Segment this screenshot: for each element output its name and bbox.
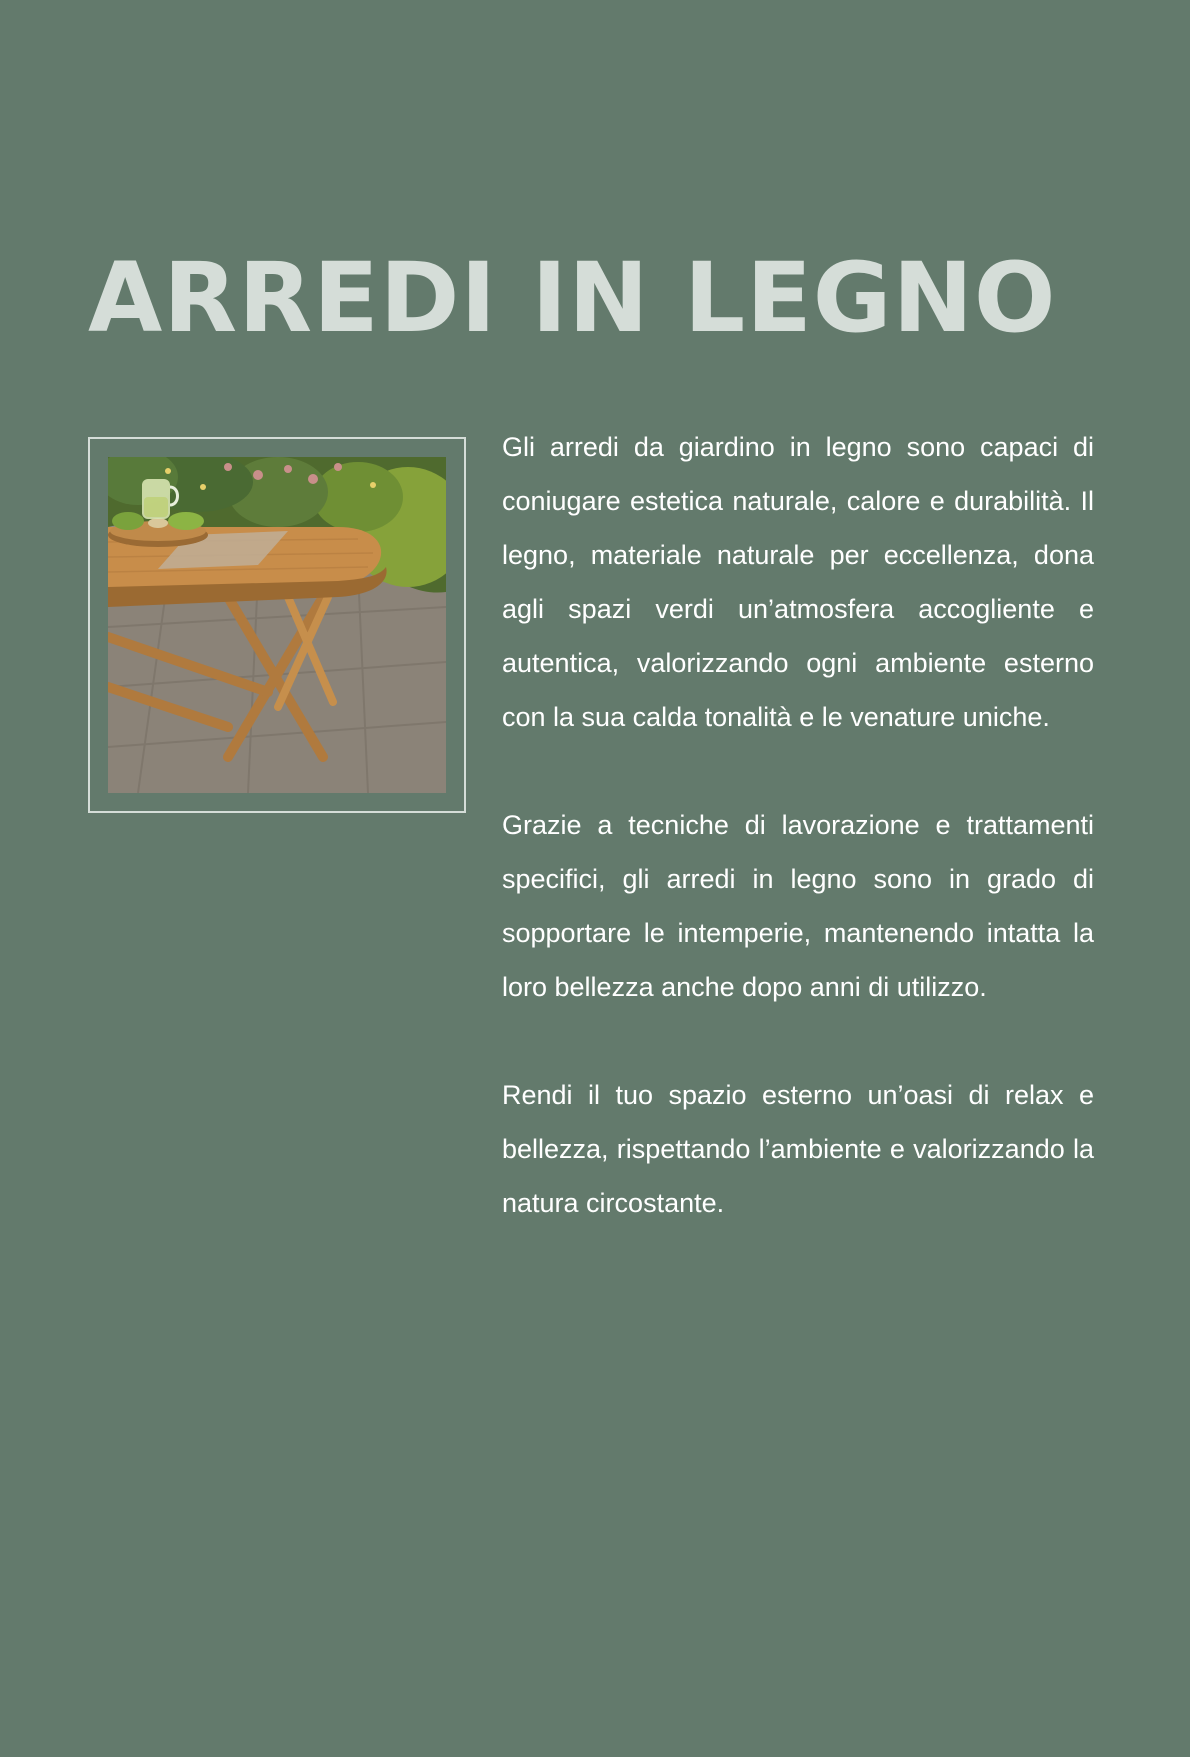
body-text [502,420,1094,1284]
paragraph-3: Rendi il tuo spazio esterno un’oasi di relax e bellezza, rispettando l’ambiente e valorizzando la natura circostante. [502,1080,1094,1218]
page-title: ARREDI IN LEGNO [88,242,1057,354]
paragraph-2: Grazie a tecniche di lavorazione e trattamenti specifici, gli arredi in legno sono in grado di sopportare le intemperie, mantenendo intatta la loro bellezza anche dopo anni di utilizzo. [502,810,1094,1002]
paragraph-1: Gli arredi da giardino in legno sono capaci di coniugare estetica naturale, calore e durabilità. Il legno, materiale naturale per eccellenza, dona agli spazi verdi un’atmosfera accogliente e autentica, valorizzando ogni ambiente esterno con la sua calda tonalità e le venature uniche. [502,432,1094,732]
wooden-table-photo [108,457,446,793]
photo-frame [88,437,466,813]
